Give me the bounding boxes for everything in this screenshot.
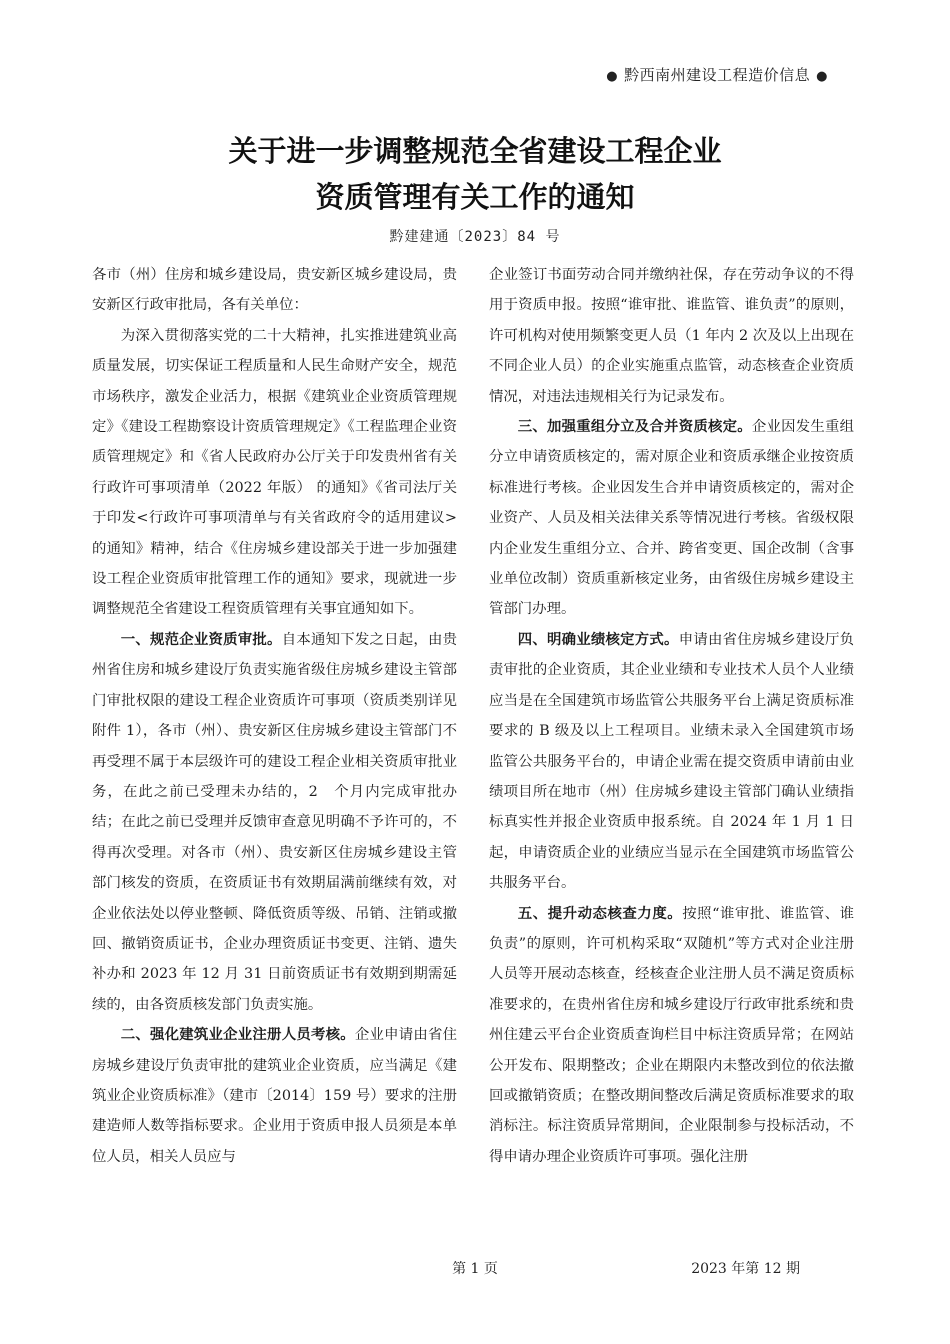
- section-4-text: 申请由省住房城乡建设厅负责审批的企业资质，其企业业绩和专业技术人员个人业绩应当是在全国建筑市场监管公共服务平台上满足资质标准要求的 B 级及以上工程项目。业绩未录入全国建筑市场监管公共服务平台的，申请企业需在提交资质申请前由业绩项目所在地市（州）住房城乡建设主管部门确认业绩指标真实性并报企业资质申报系统。自 2024 年 1 月 1 日起，申请资质企业的业绩应当显示在全国建筑市场监管公共服务平台。: [489, 631, 854, 892]
- section-3-text: 企业因发生重组分立申请资质核定的，需对原企业和资质承继企业按资质标准进行考核。企业因发生合并申请资质核定的，需对企业资产、人员及相关法律关系等情况进行考核。省级权限内企业发生重组分立、合并、跨省变更、国企改制（含事业单位改制）资质重新核定业务，由省级住房城乡建设主管部门办理。: [489, 419, 854, 618]
- section-2-continued: 企业签订书面劳动合同并缴纳社保，存在劳动争议的不得用于资质申报。按照“谁审批、谁监管、谁负责”的原则，许可机构对使用频繁变更人员（1 年内 2 次及以上出现在不同企业人员）的企业实施重点监管，动态核查企业资质情况，对违法违规相关行为记录发布。: [489, 267, 854, 405]
- running-header: [600, 64, 834, 85]
- section-3: [489, 412, 854, 625]
- section-2-text: 企业申请由省住房城乡建设厅负责审批的建筑业企业资质，应当满足《建筑业企业资质标准》（建市〔2014〕159 号）要求的注册建造师人数等指标要求。企业用于资质申报人员须是本单位人员，相关人员应与: [92, 1027, 457, 1165]
- left-column: [92, 260, 457, 1172]
- document-number: 黔建建通〔2023〕84 号: [389, 229, 561, 245]
- intro-paragraph: 为深入贯彻落实党的二十大精神，扎实推进建筑业高质量发展，切实保证工程质量和人民生命财产安全，规范市场秩序，激发企业活力，根据《建筑业企业资质管理规定》《建设工程勘察设计资质管理规定》《工程监理企业资质管理规定》和《省人民政府办公厅关于印发贵州省有关行政许可事项清单（2022 年版） 的通知》《省司法厅关于印发<行政许可事项清单与有关省政府令的适用建议>的通知》精神，结合《住房城乡建设部关于进一步加强建设工程企业资质审批管理工作的通知》要求，现就进一步调整规范全省建设工程资质管理有关事宜通知如下。: [92, 327, 457, 618]
- section-3-heading: 三、加强重组分立及合并资质核定。: [517, 418, 752, 436]
- document-title: [0, 128, 950, 220]
- section-1-text: 自本通知下发之日起，由贵州省住房和城乡建设厅负责实施省级住房城乡建设主管部门审批权限的建设工程企业资质许可事项（资质类别详见附件 1），各市（州）、贵安新区住房城乡建设主管部门不再受理不属于本层级许可的建设工程企业相关资质审批业务，在此之前已受理未办结的，2 个月内完成审批办结；在此之前已受理并反馈审查意见明确不予许可的，不得再次受理。对各市（州）、贵安新区住房城乡建设主管部门核发的资质，在资质证书有效期届满前继续有效，对企业依法处以停业整顿、降低资质等级、吊销、注销或撤回、撤销资质证书，企业办理资质证书变更、注销、遗失补办和 2023 年 12 月 31 日前资质证书有效期到期需延续的，由各资质核发部门负责实施。: [92, 631, 457, 1013]
- bullet-icon: ●: [606, 69, 619, 84]
- title-line-2: 资质管理有关工作的通知: [315, 180, 635, 214]
- page-number: 第 1 页: [452, 1261, 498, 1277]
- right-column: [489, 260, 854, 1172]
- section-4-heading: 四、明确业绩核定方式。: [517, 630, 679, 648]
- section-5-heading: 五、提升动态核查力度。: [517, 904, 683, 922]
- section-5: [489, 899, 854, 1173]
- section-4: [489, 625, 854, 899]
- title-line-1: 关于进一步调整规范全省建设工程企业: [228, 134, 722, 168]
- section-1-heading: 一、规范企业资质审批。: [120, 630, 282, 648]
- bullet-icon: ●: [816, 69, 828, 84]
- journal-name: 黔西南州建设工程造价信息: [624, 66, 811, 84]
- section-5-text: 按照“谁审批、谁监管、谁负责”的原则，许可机构采取“双随机”等方式对企业注册人员等开展动态核查，经核查企业注册人员不满足资质标准要求的，在贵州省住房和城乡建设厅行政审批系统和贵州住建云平台企业资质查询栏目中标注资质异常；在网站公开发布、限期整改；企业在期限内未整改到位的依法撤回或撤销资质；在整改期间整改后满足资质标准要求的取消标注。标注资质异常期间，企业限制参与投标活动，不得申请办理企业资质许可事项。强化注册: [489, 905, 854, 1165]
- addressee: 各市（州）住房和城乡建设局，贵安新区城乡建设局，贵安新区行政审批局，各有关单位：: [92, 267, 457, 314]
- issue-number: 2023 年第 12 期: [691, 1261, 800, 1277]
- section-1: [92, 625, 457, 1020]
- section-2-heading: 二、强化建筑业企业注册人员考核。: [120, 1026, 355, 1044]
- section-2: [92, 1020, 457, 1172]
